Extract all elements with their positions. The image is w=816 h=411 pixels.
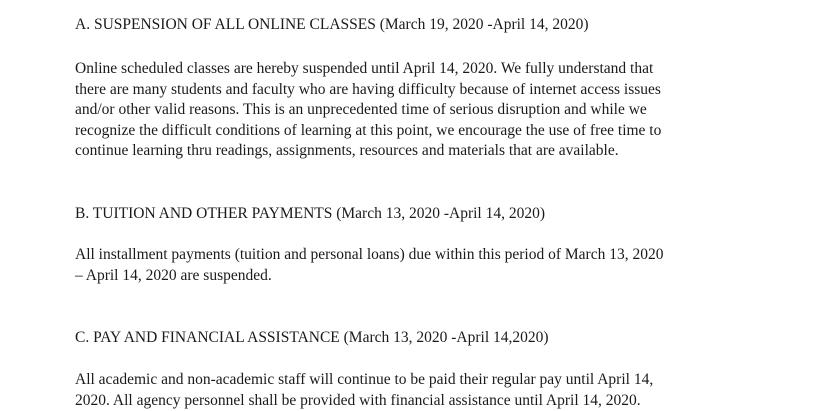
section-c-heading: C. PAY AND FINANCIAL ASSISTANCE (March 13, 2020 -April 14,2020) <box>75 329 549 346</box>
paragraph-line: – April 14, 2020 are suspended. <box>75 266 272 284</box>
paragraph-line: continue learning thru readings, assignments, resources and materials that are available. <box>75 142 619 160</box>
paragraph-line: there are many students and faculty who are having difficulty because of internet access issues <box>75 80 661 98</box>
paragraph-line: All academic and non-academic staff will continue to be paid their regular pay until April 14, <box>75 371 654 388</box>
section-b-paragraph <box>75 245 747 286</box>
section-a-paragraph <box>75 59 747 162</box>
paragraph-line: Online scheduled classes are hereby suspended until April 14, 2020. We fully understand that <box>75 60 654 77</box>
section-b-heading: B. TUITION AND OTHER PAYMENTS (March 13, 2020 -April 14, 2020) <box>75 205 546 222</box>
section-c-paragraph <box>75 370 747 411</box>
section-a-heading: A. SUSPENSION OF ALL ONLINE CLASSES (March 19, 2020 -April 14, 2020) <box>75 16 589 33</box>
paragraph-line: 2020. All agency personnel shall be provided with financial assistance until April 14, 2020. <box>75 391 641 409</box>
paragraph-line: recognize the difficult conditions of learning at this point, we encourage the use of free time to <box>75 121 662 139</box>
paragraph-line: and/or other valid reasons. This is an unprecedented time of serious disruption and while we <box>75 101 647 119</box>
paragraph-line: All installment payments (tuition and personal loans) due within this period of March 13, 2020 <box>75 246 664 263</box>
